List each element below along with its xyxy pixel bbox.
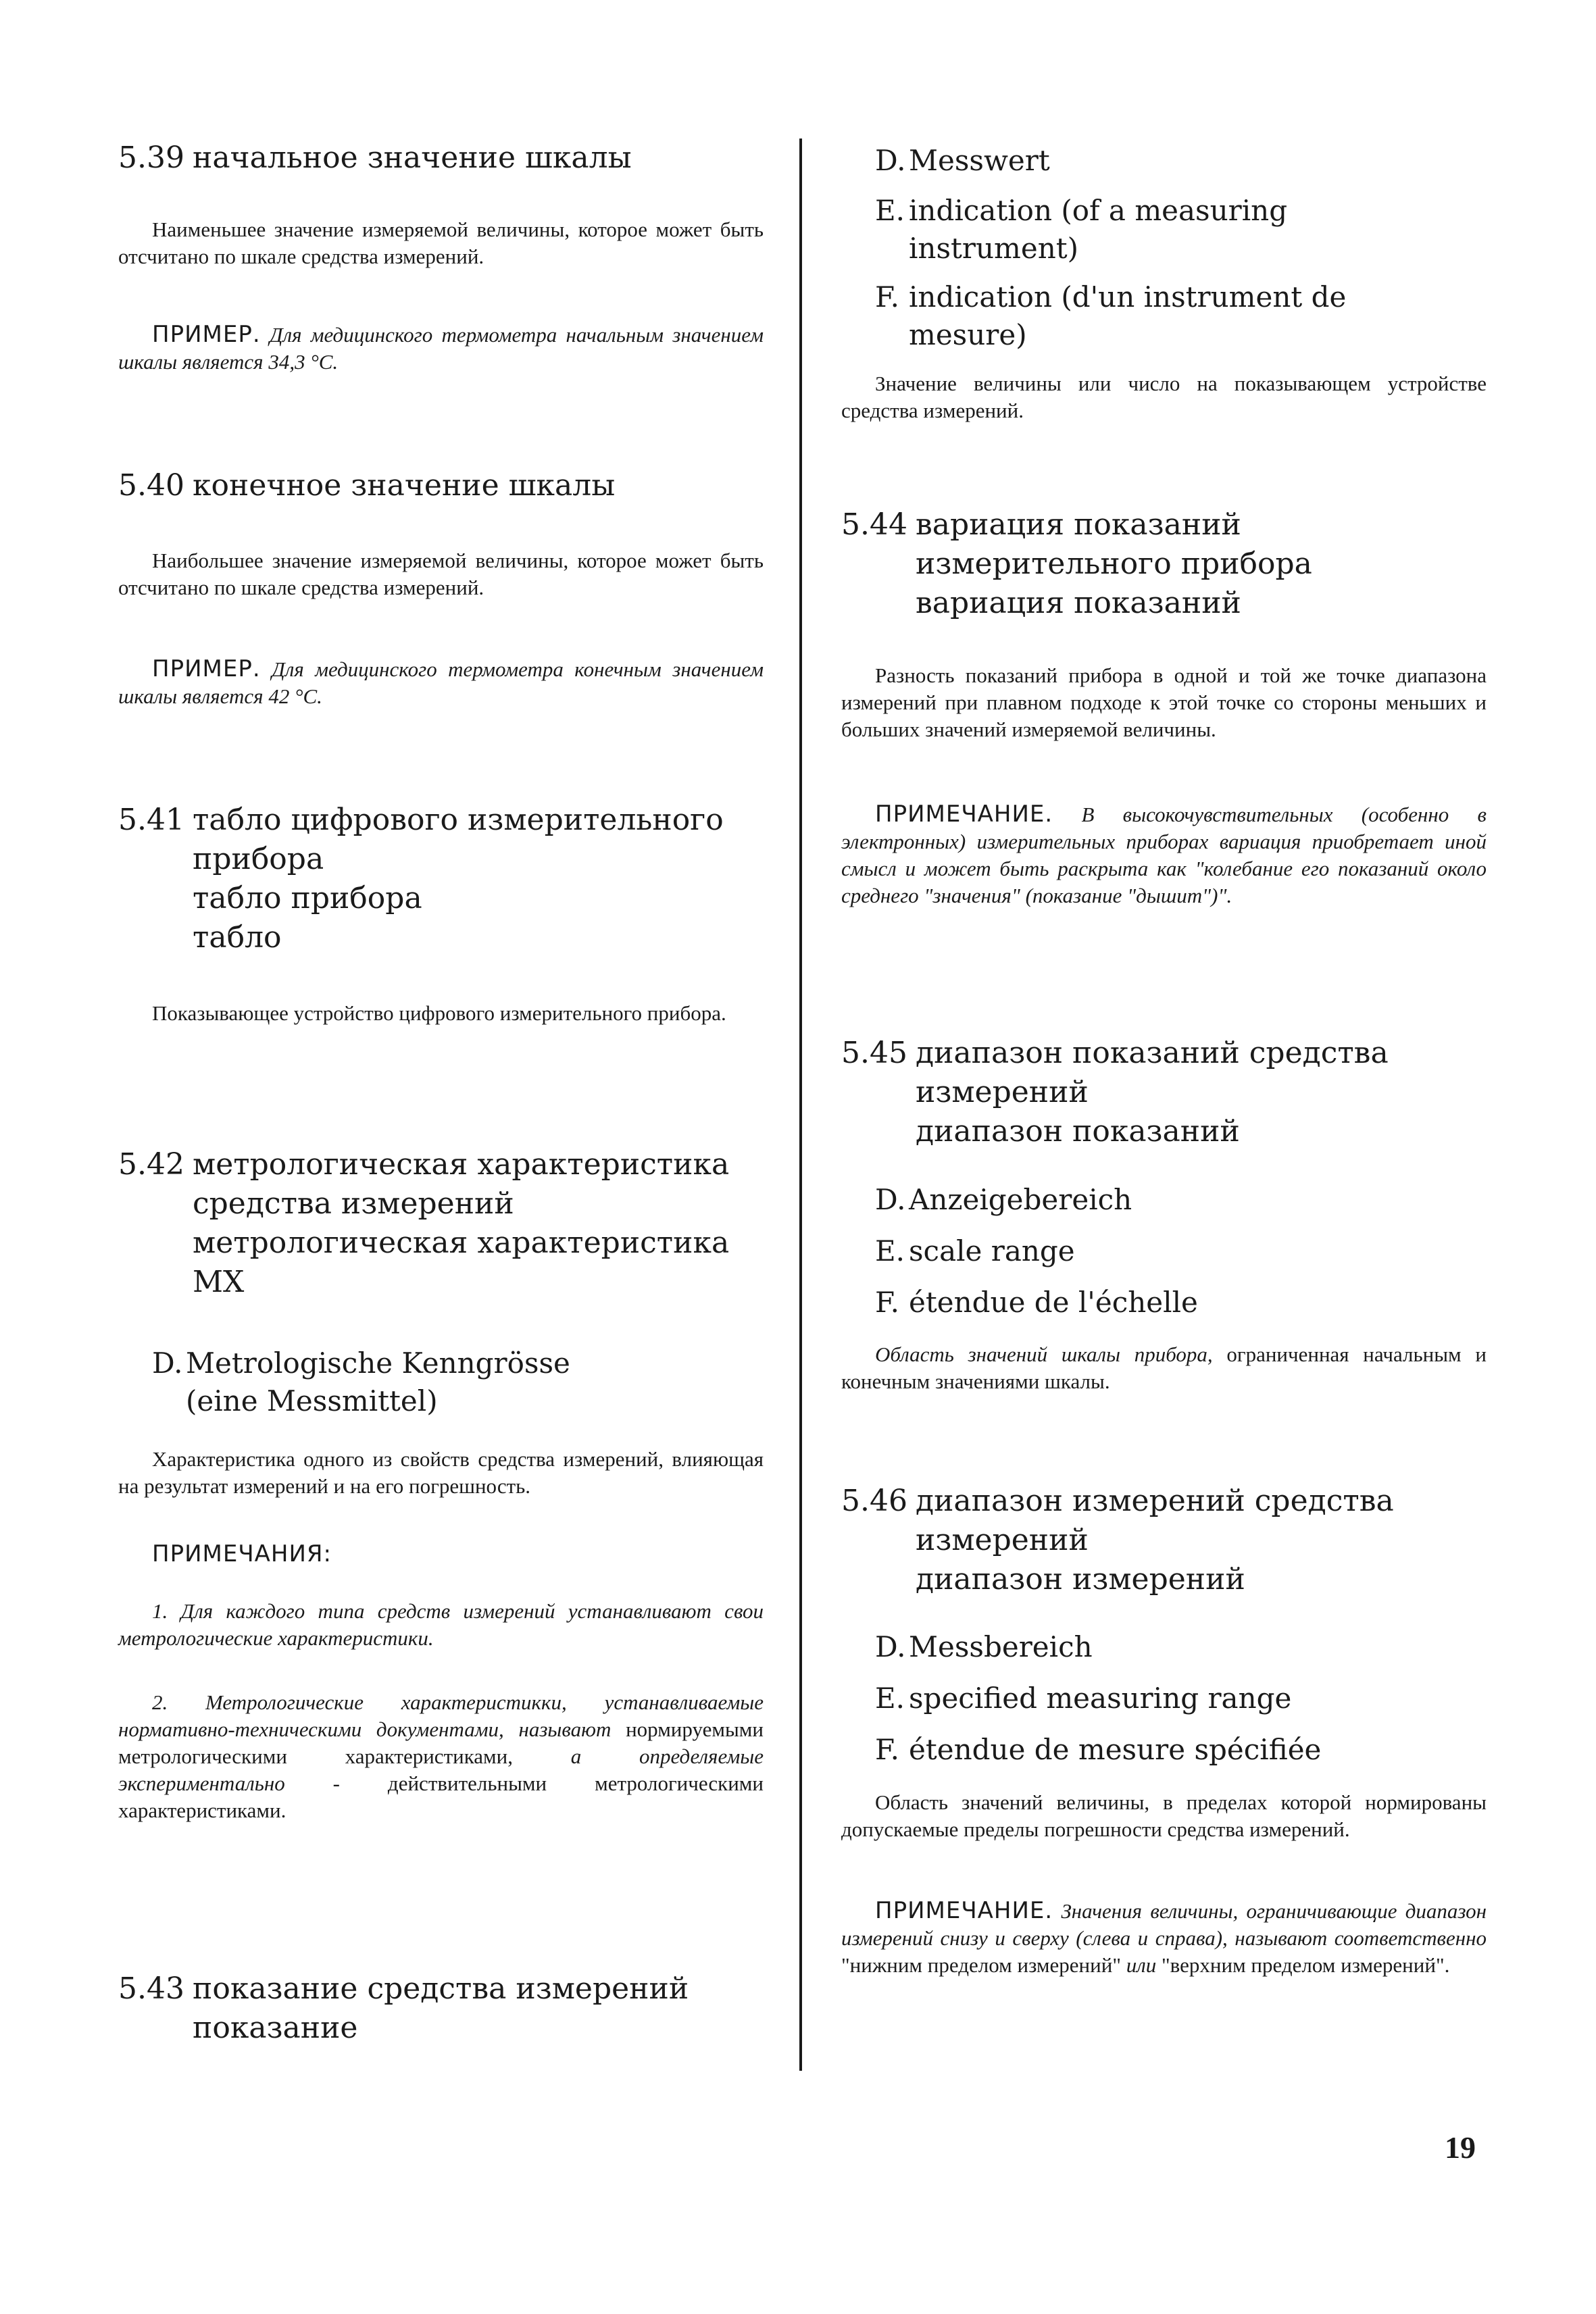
term-title-line-2: показание	[193, 2011, 358, 2045]
note-1-5-42	[118, 1598, 764, 1652]
note-quote-2: "верхним пределом измерений".	[1156, 1953, 1450, 1977]
foreign-equivalent-de	[118, 1344, 764, 1420]
foreign-term: Metrologische Kenngrösse	[186, 1347, 570, 1380]
definition-regular: ограниченная начальным и конечным значениями шкалы.	[841, 1342, 1487, 1393]
example-text: Для медицинского термометра начальным значением шкалы является 34,3 °С.	[118, 323, 764, 374]
note-text-regular: нормируемыми метрологическими характеристиками,	[118, 1717, 764, 1768]
note-2-5-42	[118, 1689, 764, 1824]
note-text: В высокочувствительных (особенно в электронных) измерительных приборах вариация приобретает иной смысл и может быть раскрыта как "колебание его показаний около среднего "значения" (показание "дышит")".	[841, 803, 1487, 907]
term-title-line-3: диапазон показаний	[916, 1114, 1240, 1149]
foreign-term: Anzeigebereich	[909, 1183, 1132, 1216]
notes-label	[118, 1540, 764, 1568]
foreign-equivalent-en	[841, 192, 1487, 268]
term-title-line-1: диапазон показаний средства	[916, 1036, 1389, 1070]
language-letter: F.	[875, 1286, 899, 1319]
term-title-line-2: измерительного прибора	[916, 547, 1312, 581]
term-title-line-1: метрологическая характеристика	[193, 1147, 730, 1182]
note-label: ПРИМЕЧАНИЕ.	[875, 1897, 1053, 1924]
term-title-line-3: табло прибора	[193, 881, 422, 915]
foreign-term: indication (d'un instrument de	[909, 280, 1347, 313]
note-text-regular-2: - действительными метрологическими характеристиками.	[118, 1771, 764, 1822]
language-letter: F.	[875, 280, 899, 313]
foreign-term: étendue de mesure spécifiée	[909, 1733, 1322, 1766]
definition-5-40: Наибольшее значение измеряемой величины, которое может быть отсчитано по шкале средства измерений.	[118, 549, 764, 599]
term-title-line-2: измерений	[916, 1075, 1089, 1109]
term-number: 5.45	[841, 1036, 907, 1070]
note-text-italic: 2. Метрологические характеристикки, устанавливаемые нормативно-техническими документами, называют	[118, 1690, 764, 1741]
term-5-40	[118, 466, 764, 505]
foreign-term-cont: (eine Messmittel)	[186, 1384, 438, 1417]
term-number: 5.40	[118, 468, 184, 503]
foreign-term: specified measuring range	[909, 1682, 1292, 1715]
term-number: 5.43	[118, 1971, 184, 2006]
term-title-line-2: прибора	[193, 842, 324, 876]
term-title-line-3: метрологическая характеристика	[193, 1226, 730, 1260]
term-5-41	[118, 801, 764, 957]
term-number: 5.46	[841, 1484, 907, 1518]
foreign-term-cont: instrument)	[909, 232, 1079, 265]
term-title: начальное значение шкалы	[193, 141, 632, 175]
term-title-line-4: табло	[193, 920, 282, 955]
note-label: ПРИМЕЧАНИЕ.	[875, 801, 1053, 828]
language-letter: D.	[152, 1347, 183, 1380]
language-letter: E.	[875, 194, 905, 227]
example-label: ПРИМЕР.	[152, 655, 261, 682]
foreign-equivalent-fr	[841, 1731, 1487, 1769]
term-title-line-3: диапазон измерений	[916, 1562, 1245, 1596]
term-title-line-1: вариация показаний	[916, 507, 1241, 542]
term-title-line-2: средства измерений	[193, 1186, 514, 1221]
term-title-line-1: табло цифрового измерительного	[193, 803, 724, 837]
foreign-term: scale range	[909, 1234, 1075, 1267]
definition-5-41: Показывающее устройство цифрового измерительного прибора.	[152, 1001, 726, 1025]
language-letter: F.	[875, 1733, 899, 1766]
term-title-line-1: показание средства измерений	[193, 1971, 689, 2006]
definition-5-45	[841, 1341, 1487, 1395]
term-title: конечное значение шкалы	[193, 468, 616, 503]
foreign-term: indication (of a measuring	[909, 194, 1288, 227]
term-number: 5.41	[118, 803, 184, 837]
language-letter: E.	[875, 1682, 905, 1715]
term-number: 5.44	[841, 507, 907, 542]
foreign-term: étendue de l'échelle	[909, 1286, 1198, 1319]
language-letter: E.	[875, 1234, 905, 1267]
note-text: 1. Для каждого типа средств измерений устанавливают свои метрологические характеристики.	[118, 1599, 764, 1650]
term-5-45	[841, 1034, 1487, 1151]
note-5-46	[841, 1897, 1487, 1979]
foreign-equivalent-fr	[841, 1284, 1487, 1322]
foreign-equivalent-de	[841, 1181, 1487, 1219]
foreign-equivalent-en	[841, 1680, 1487, 1717]
term-title-line-2: измерений	[916, 1523, 1089, 1557]
language-letter: D.	[875, 1183, 906, 1216]
term-title-line-1: диапазон измерений средства	[916, 1484, 1394, 1518]
term-5-44	[841, 505, 1487, 623]
foreign-equivalent-fr	[841, 278, 1487, 354]
example-5-40	[118, 655, 764, 710]
term-5-43	[118, 1969, 764, 2048]
note-text-italic-2: а определяемые экспериментально	[118, 1744, 764, 1795]
term-5-46	[841, 1482, 1487, 1599]
note-text-italic-2: или	[1126, 1953, 1157, 1977]
definition-5-44: Разность показаний прибора в одной и той же точке диапазона измерений при плавном подходе к этой точке со стороны меньших и больших значений измеряемой величины.	[841, 663, 1487, 741]
language-letter: D.	[875, 1630, 906, 1663]
foreign-term: Messbereich	[909, 1630, 1093, 1663]
definition-5-42: Характеристика одного из свойств средства измерений, влияющая на результат измерений и на его погрешность.	[118, 1447, 764, 1498]
foreign-term: Messwert	[909, 144, 1050, 177]
language-letter: D.	[875, 144, 906, 177]
foreign-term-cont: mesure)	[909, 318, 1027, 351]
note-text-italic: Значения величины, ограничивающие диапазон измерений снизу и сверху (слева и справа), называют соответственно	[841, 1899, 1487, 1950]
example-label: ПРИМЕР.	[152, 321, 261, 348]
term-5-42	[118, 1145, 764, 1302]
definition-5-46: Область значений величины, в пределах которой нормированы допускаемые пределы погрешности средства измерений.	[841, 1790, 1487, 1841]
note-quote-1: "нижним пределом измерений"	[841, 1953, 1126, 1977]
foreign-equivalent-de	[841, 1628, 1487, 1666]
page-number: 19	[1445, 2130, 1476, 2165]
definition-5-43: Значение величины или число на показывающем устройстве средства измерений.	[841, 372, 1487, 422]
example-text: Для медицинского термометра конечным значением шкалы является 42 °С.	[118, 657, 764, 708]
foreign-equivalent-de	[841, 142, 1487, 180]
foreign-equivalent-en	[841, 1232, 1487, 1270]
term-number: 5.42	[118, 1147, 184, 1182]
notes-heading: ПРИМЕЧАНИЯ:	[152, 1540, 332, 1567]
definition-5-39: Наименьшее значение измеряемой величины, которое может быть отсчитано по шкале средства измерений.	[118, 218, 764, 268]
note-5-44	[841, 801, 1487, 909]
term-title-line-3: вариация показаний	[916, 586, 1241, 620]
definition-italic: Область значений шкалы прибора,	[875, 1342, 1213, 1366]
term-5-39	[118, 139, 764, 178]
example-5-39	[118, 321, 764, 376]
column-divider	[799, 139, 802, 2071]
term-number: 5.39	[118, 141, 184, 175]
term-title-line-4: МХ	[193, 1265, 245, 1299]
